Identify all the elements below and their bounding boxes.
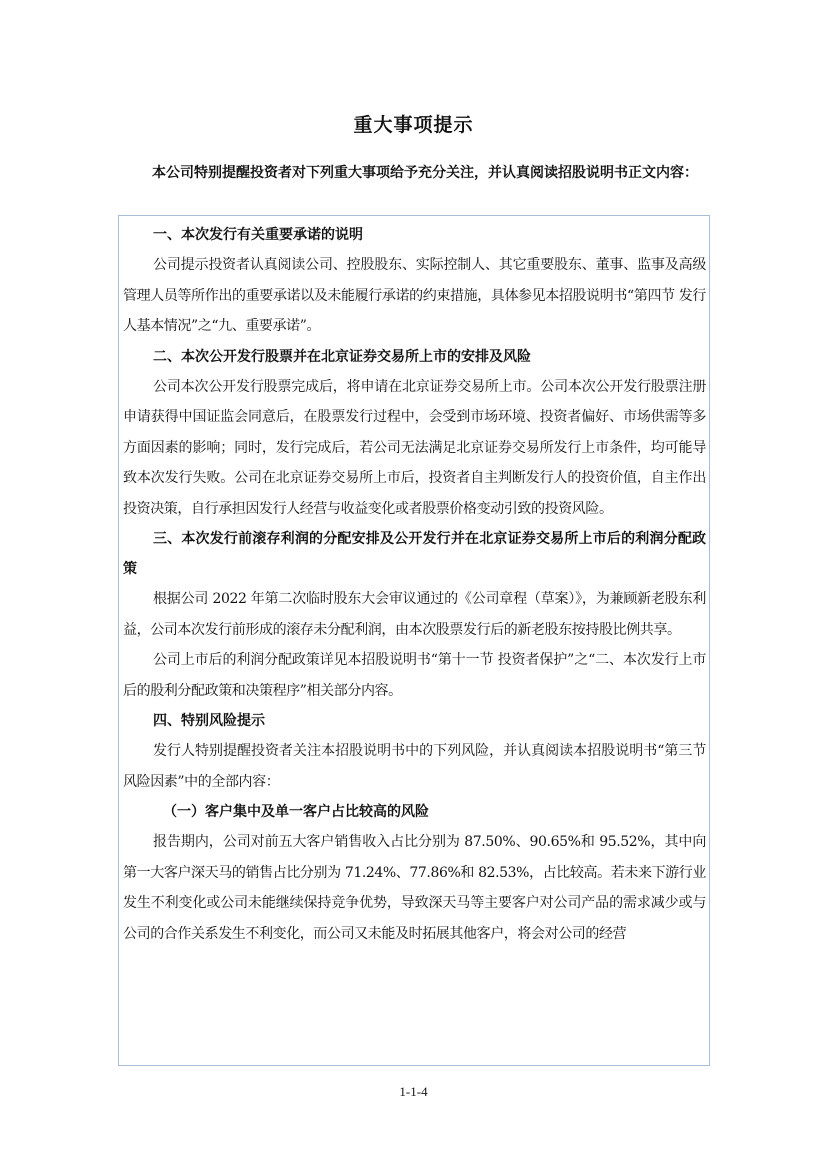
section-2-heading: 二、本次公开发行股票并在北京证券交易所上市的安排及风险 (153, 348, 531, 365)
intro-paragraph: 本公司特别提醒投资者对下列重大事项给予充分关注，并认真阅读招股说明书正文内容： (152, 165, 698, 181)
section-2-paragraph: 公司本次公开发行股票完成后，将申请在北京证券交易所上市。公司本次公开发行股票注册申请获得中国证监会同意后，在股票发行过程中，会受到市场环境、投资者偏好、市场供需等多方面因素的影响；同时，发行完成后，若公司无法满足北京证券交易所发行上市条件，均可能导致本次发行失败。公司在北京证券交易所上市后，投资者自主判断发行人的投资价值，自主作出投资决策，自行承担因发行人经营与收益变化或者股票价格变动引致的投资风险。 (123, 378, 706, 517)
section-4-paragraph: 发行人特别提醒投资者关注本招股说明书中的下列风险，并认真阅读本招股说明书“第三节 风险因素”中的全部内容： (123, 743, 706, 790)
section-1-heading: 一、本次发行有关重要承诺的说明 (153, 227, 363, 243)
notice-box (118, 215, 710, 1066)
section-4-heading: 四、特别风险提示 (153, 713, 265, 729)
section-4-1-paragraph: 报告期内，公司对前五大客户销售收入占比分别为 87.50%、90.65%和 95.52%，其中向第一大客户深天马的销售占比分别为 71.24%、77.86%和 82.53%，占比较高。若未来下游行业发生不利变化或公司未能继续保持竞争优势，导致深天马等主要客户对公司产品的需求减少或与公司的合作关系发生不利变化，而公司又未能及时拓展其他客户，将会对公司的经营 (123, 834, 706, 942)
section-3-paragraph-2: 公司上市后的利润分配政策详见本招股说明书“第十一节 投资者保护”之“二、本次发行上市后的股利分配政策和决策程序”相关部分内容。 (123, 652, 706, 699)
section-4-1-heading: （一）客户集中及单一客户占比较高的风险 (163, 804, 429, 820)
section-3-heading: 三、本次发行前滚存利润的分配安排及公开发行并在北京证券交易所上市后的利润分配政策 (123, 531, 706, 577)
section-1-paragraph: 公司提示投资者认真阅读公司、控股股东、实际控制人、其它重要股东、董事、监事及高级管理人员等所作出的重要承诺以及未能履行承诺的约束措施，具体参见本招股说明书“第四节 发行人基本情况”之“九、重要承诺”。 (123, 257, 706, 334)
page-number: 1-1-4 (399, 1084, 428, 1099)
page-title: 重大事项提示 (353, 114, 474, 136)
section-3-paragraph-1: 根据公司 2022 年第二次临时股东大会审议通过的《公司章程（草案）》，为兼顾新老股东利益，公司本次发行前形成的滚存未分配利润，由本次股票发行后的新老股东按持股比例共享。 (123, 591, 706, 638)
